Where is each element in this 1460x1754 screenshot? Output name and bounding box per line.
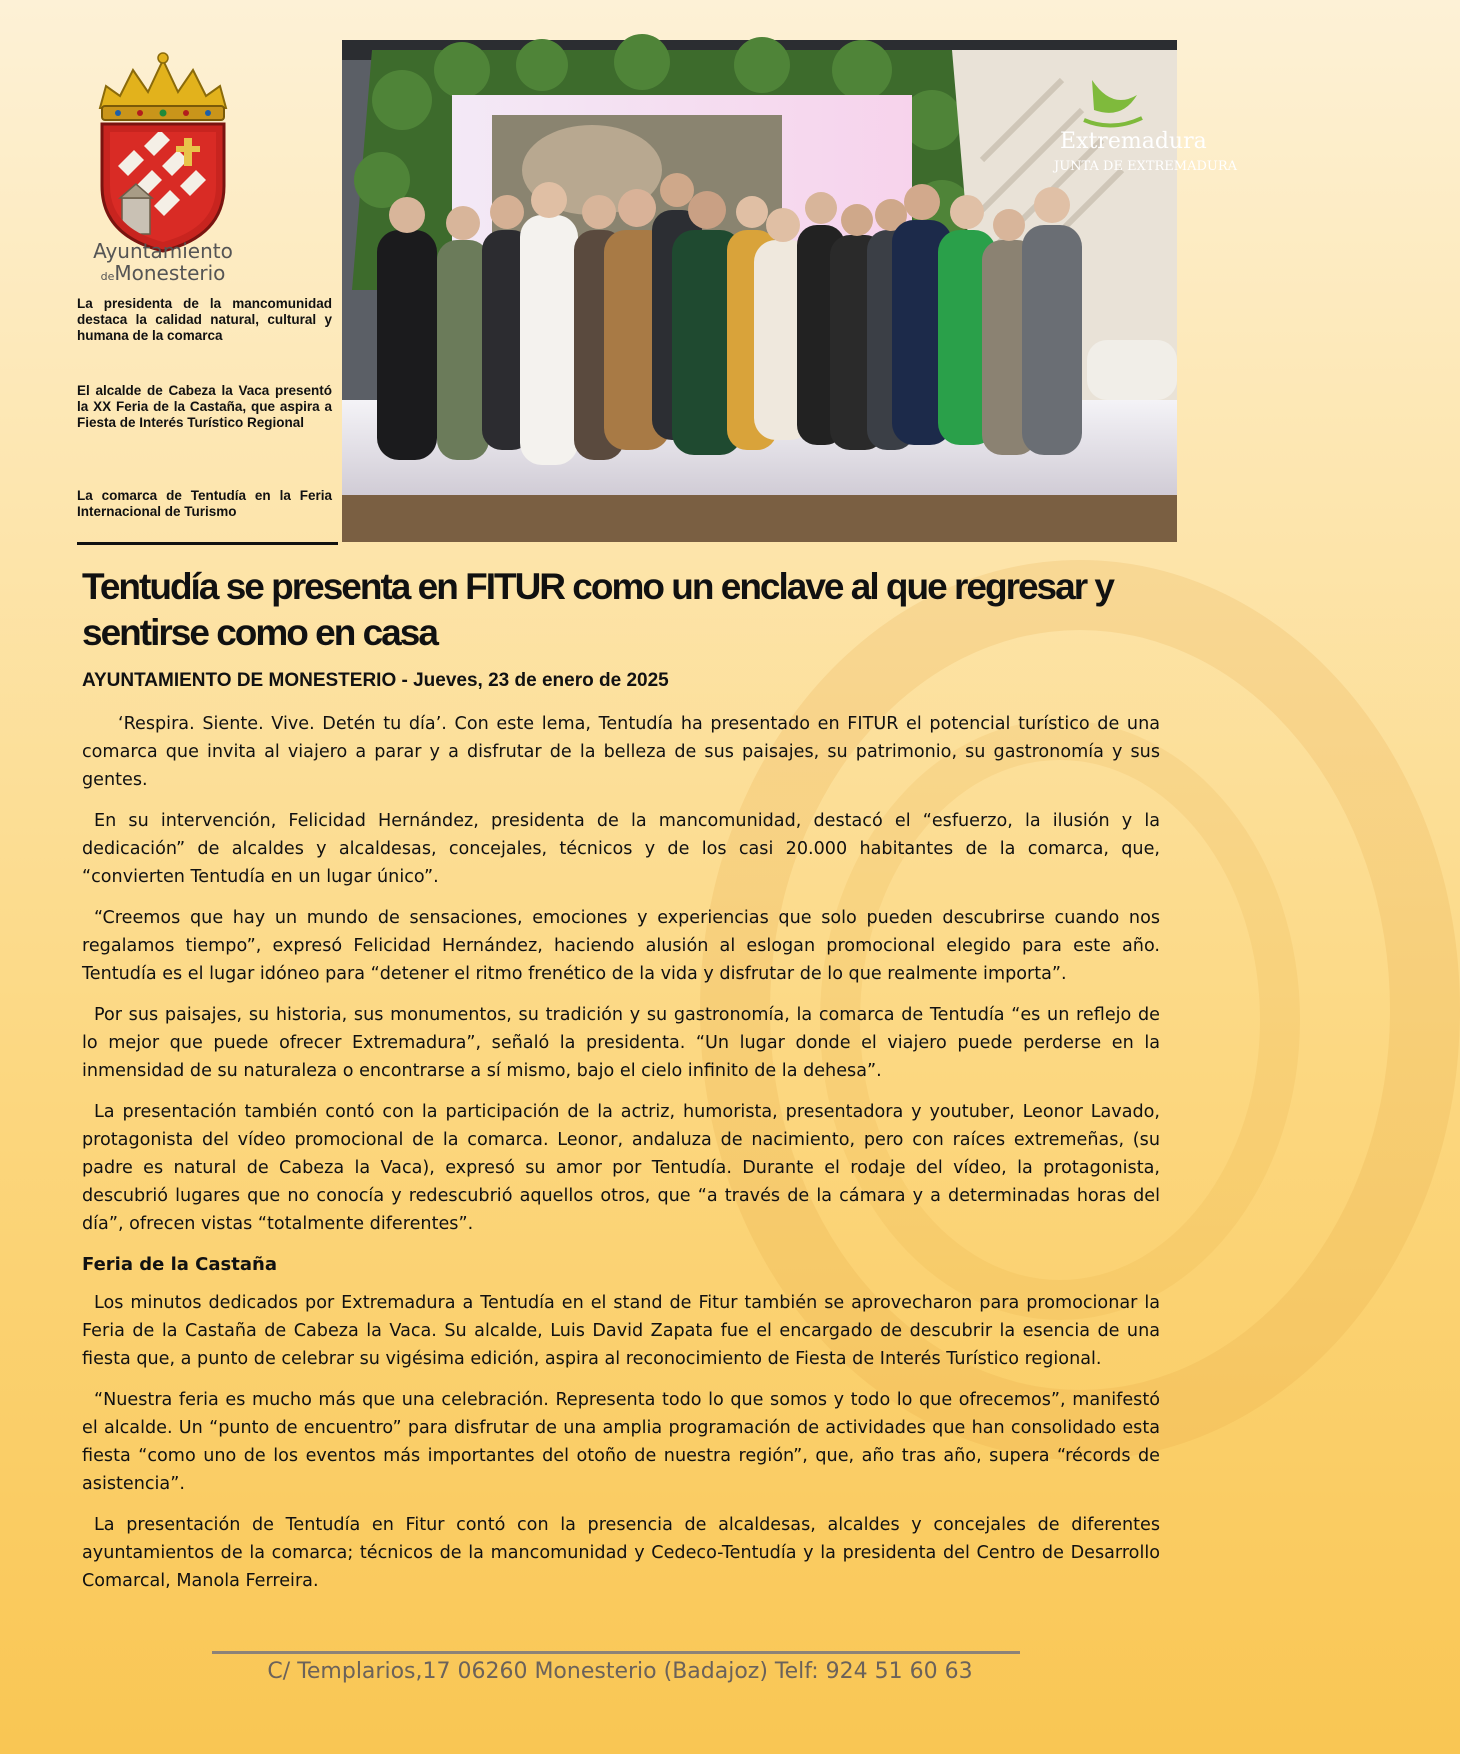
logo-name-line1: Ayuntamiento: [93, 239, 233, 263]
article-paragraph: Los minutos dedicados por Extremadura a Tentudía en el stand de Fitur también se aprovecharon para promocionar la Feria de la Castaña de Cabeza la Vaca. Su alcalde, Luis David Zapata fue el encargado de descubrir la esencia de una fiesta que, a punto de celebrar su vigésima edición, aspira al reconocimiento de Fiesta de Interés Turístico regional.: [82, 1293, 1160, 1369]
shield-icon: [102, 124, 224, 251]
logo-name-de: de: [100, 270, 115, 283]
sidebar-headline: La presidenta de la mancomunidad destaca la calidad natural, cultural y humana de la comarca: [77, 296, 332, 343]
article-paragraph: La presentación también contó con la participación de la actriz, humorista, presentadora y youtuber, Leonor Lavado, protagonista del vídeo promocional de la comarca. Leonor, andaluza de nacimiento, pero con raíces extremeñas, (su padre es natural de Cabeza la Vaca), expresó su amor por Tentudía. Durante el rodaje del vídeo, la protagonista, descubrió lugares que no conocía y redescubrió aquellos otros, que “a través de la cámara y a determinadas horas del día”, ofrecen vistas “totalmente diferentes”.: [82, 1102, 1160, 1234]
article-body: [82, 710, 1160, 1608]
extremadura-sign-text: Extremadura: [1060, 129, 1207, 154]
article-paragraph: ‘Respira. Siente. Vive. Detén tu día’. Con este lema, Tentudía ha presentado en FITUR el potencial turístico de una comarca que invita al viajero a parar y a disfrutar de la belleza de sus paisajes, su patrimonio, su gastronomía y sus gentes.: [82, 714, 1160, 790]
group-photo: [342, 40, 1238, 542]
article-paragraph: La presentación de Tentudía en Fitur contó con la presencia de alcaldesas, alcaldes y concejales de diferentes ayuntamientos de la comarca; técnicos de la mancomunidad y Cedeco-Tentudía y la presidenta del Centro de Desarrollo Comarcal, Manola Ferreira.: [82, 1515, 1160, 1591]
logo-name-line2: Monesterio: [114, 261, 226, 285]
article-byline: AYUNTAMIENTO DE MONESTERIO - Jueves, 23 de enero de 2025: [82, 670, 669, 691]
sidebar-divider: [77, 542, 338, 545]
junta-sign-text: JUNTA DE EXTREMADURA: [1054, 159, 1238, 174]
footer-divider: [212, 1651, 1020, 1654]
sidebar-headline: El alcalde de Cabeza la Vaca presentó la XX Feria de la Castaña, que aspira a Fiesta de Interés Turístico Regional: [77, 383, 332, 430]
footer-address: C/ Templarios,17 06260 Monesterio (Badajoz) Telf: 924 51 60 63: [267, 1659, 973, 1684]
article-subheading: Feria de la Castaña: [82, 1254, 277, 1275]
article-paragraph: “Nuestra feria es mucho más que una celebración. Representa todo lo que somos y todo lo que ofrecemos”, manifestó el alcalde. Un “punto de encuentro” para disfrutar de una amplia programación de actividades que han consolidado esta fiesta “como uno de los eventos más importantes del otoño de nuestra región”, que, año tras año, supera “récords de asistencia”.: [82, 1390, 1160, 1494]
article-paragraph: En su intervención, Felicidad Hernández, presidenta de la mancomunidad, destacó el “esfuerzo, la ilusión y la dedicación” de alcaldes y alcaldesas, concejales, técnicos y de los casi 20.000 habitantes de la comarca, que, “convierten Tentudía en un lugar único”.: [82, 811, 1160, 887]
sidebar-headline: La comarca de Tentudía en la Feria Internacional de Turismo: [77, 488, 332, 519]
article-paragraph: Por sus paisajes, su historia, sus monumentos, su tradición y su gastronomía, la comarca de Tentudía “es un reflejo de lo mejor que puede ofrecer Extremadura”, señaló la presidenta. “Un lugar donde el viajero puede perderse en la inmensidad de su naturaleza o encontrarse a sí mismo, bajo el cielo infinito de la dehesa”.: [82, 1005, 1160, 1081]
logo-wordmark: [78, 240, 248, 288]
article-paragraph: “Creemos que hay un mundo de sensaciones, emociones y experiencias que solo pueden descubrirse cuando nos regalamos tiempo”, expresó Felicidad Hernández, haciendo alusión al eslogan promocional elegido para este año. Tentudía es el lugar idóneo para “detener el ritmo frenético de la vida y disfrutar de lo que realmente importa”.: [82, 908, 1160, 984]
crown-icon: [100, 53, 226, 120]
article-headline: Tentudía se presenta en FITUR como un enclave al que regresar y sentirse como en casa: [82, 566, 1113, 653]
